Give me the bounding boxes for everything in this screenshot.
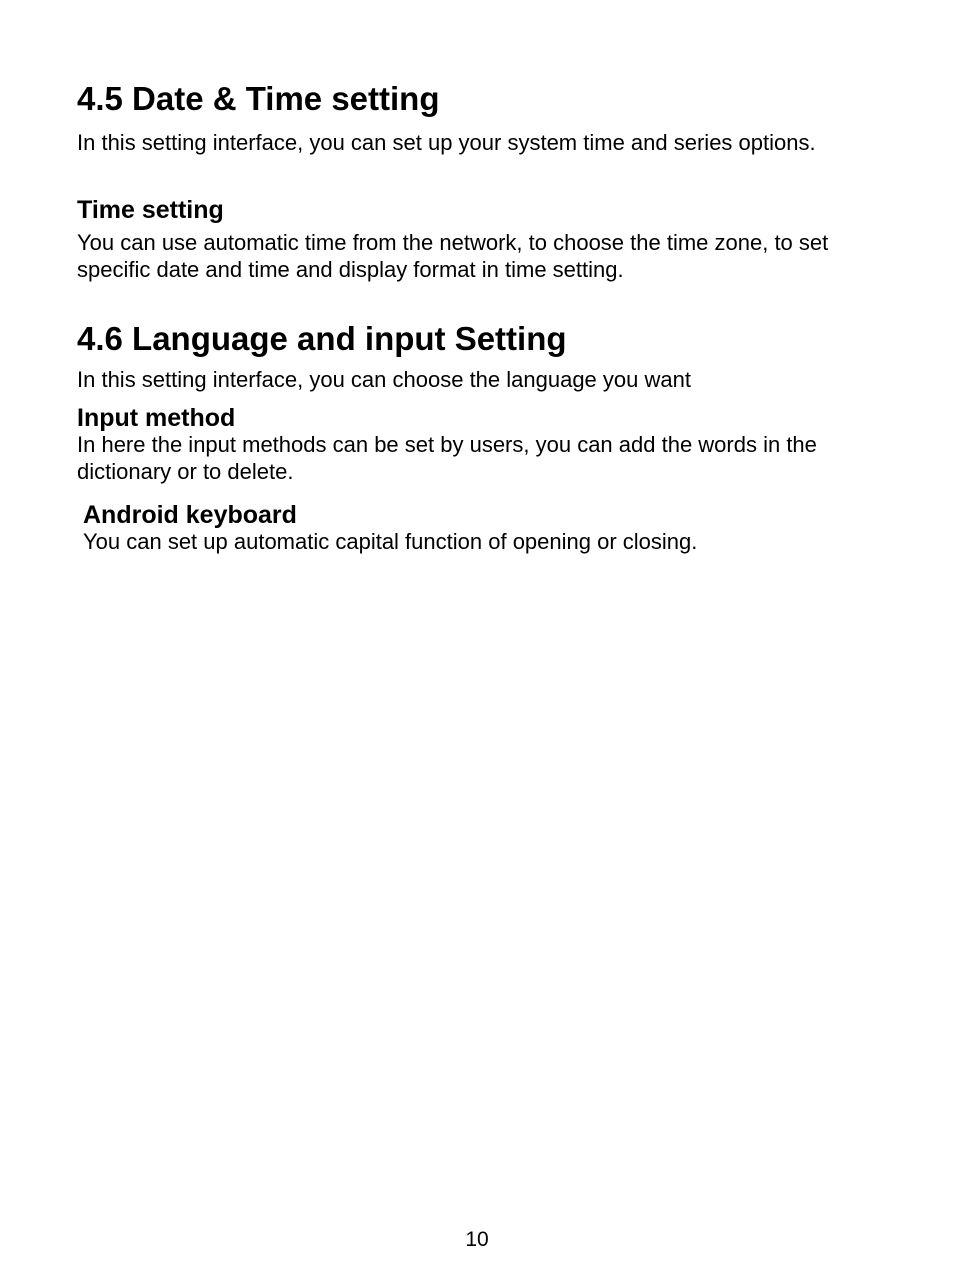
subsection-body-android-keyboard: You can set up automatic capital function of opening or closing. xyxy=(83,529,698,554)
subsection-heading-android-keyboard: Android keyboard xyxy=(83,501,297,529)
section-heading-date-time: 4.5 Date & Time setting xyxy=(77,80,440,117)
subsection-body-input-method: In here the input methods can be set by users, you can add the words in the dictionary or to delete. xyxy=(77,432,817,484)
page-number: 10 xyxy=(465,1228,489,1251)
section-intro-date-time: In this setting interface, you can set up your system time and series options. xyxy=(77,130,816,155)
subsection-heading-time-setting: Time setting xyxy=(77,196,224,224)
section-heading-language-input: 4.6 Language and input Setting xyxy=(77,320,567,357)
section-intro-language-input: In this setting interface, you can choose the language you want xyxy=(77,367,691,392)
subsection-body-time-setting: You can use automatic time from the network, to choose the time zone, to set specific date and time and display format in time setting. xyxy=(77,230,829,282)
subsection-heading-input-method: Input method xyxy=(77,404,236,432)
